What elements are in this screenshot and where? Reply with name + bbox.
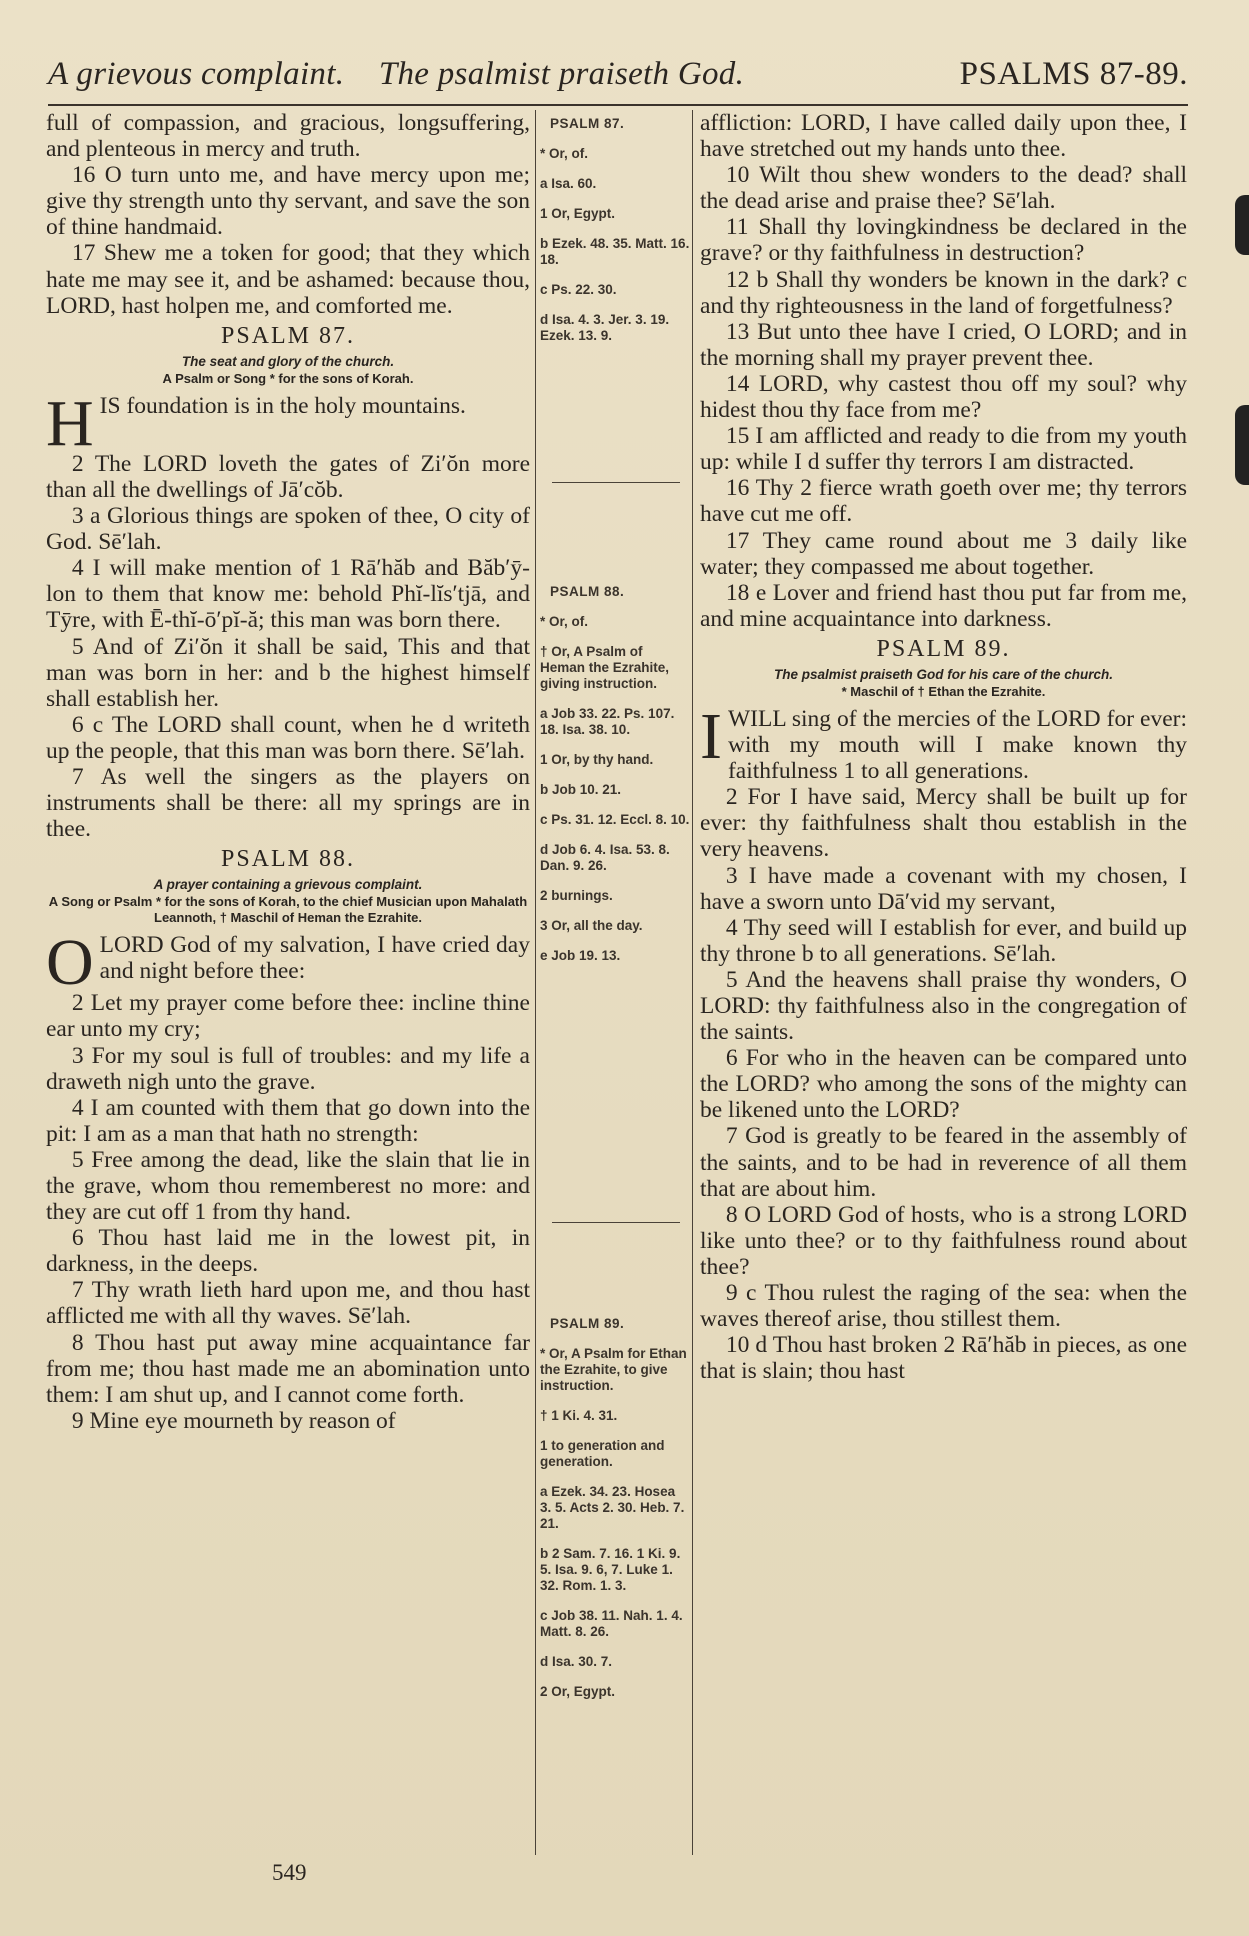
column-rule-left bbox=[535, 110, 536, 1855]
verse: 5 And the heavens shall praise thy wonders, O LORD: thy faithfulness also in the congregation of the saints. bbox=[700, 966, 1187, 1046]
margin-note: a Job 33. 22. Ps. 107. 18. Isa. 38. 10. bbox=[540, 706, 675, 737]
thumb-index-tab bbox=[1235, 195, 1249, 255]
margin-note: 3 Or, all the day. bbox=[540, 918, 643, 933]
verse: IS foundation is in the holy mountains. bbox=[99, 392, 466, 419]
psalm-88-subtitle: A prayer containing a grievous complaint. bbox=[153, 877, 423, 893]
margin-note: d Isa. 30. 7. bbox=[540, 1654, 613, 1669]
verse: 11 Shall thy lovingkindness be declared in the grave? or thy faithfulness in destruction? bbox=[700, 214, 1187, 267]
header-book-chapters: PSALMS 87-89. bbox=[959, 56, 1188, 92]
psalm-87-opening bbox=[46, 386, 530, 460]
verse: 3 For my soul is full of troubles: and my life a draweth nigh unto the grave. bbox=[46, 1042, 530, 1095]
verse: 7 God is greatly to be feared in the assembly of the saints, and to be had in reverence of all them that are about him. bbox=[700, 1123, 1187, 1202]
margin-note: d Isa. 4. 3. Jer. 3. 19. Ezek. 13. 9. bbox=[540, 312, 670, 343]
verse: 18 e Lover and friend hast thou put far from me, and mine acquaintance into darkness. bbox=[700, 579, 1187, 632]
verse: 16 O turn unto me, and have mercy upon me; give thy strength unto thy servant, and save the son of thine handmaid. bbox=[46, 162, 530, 241]
margin-note: d Job 6. 4. Isa. 53. 8. Dan. 9. 26. bbox=[540, 842, 670, 873]
verse: LORD God of my salvation, I have cried day and night before thee: bbox=[99, 932, 530, 985]
verse: 14 LORD, why castest thou off my soul? why hidest thou thy face from me? bbox=[700, 370, 1187, 424]
margin-note: b Job 10. 21. bbox=[540, 782, 622, 797]
right-text-column bbox=[700, 110, 1187, 1384]
margin-note: * Or, of. bbox=[540, 614, 589, 629]
psalm-89-subtitle: The psalmist praiseth God for his care of the church. bbox=[773, 666, 1114, 682]
margin-note: 2 Or, Egypt. bbox=[540, 1684, 616, 1699]
verse: 9 c Thou rulest the raging of the sea: when the waves thereof arise, thou stillest them. bbox=[700, 1280, 1187, 1333]
margin-psalm-88-head: PSALM 88. bbox=[550, 584, 625, 599]
psalm-87-inscription: A Psalm or Song * for the sons of Korah. bbox=[162, 370, 414, 386]
margin-note: 1 Or, by thy hand. bbox=[540, 752, 654, 767]
header-topic-2: The psalmist praiseth God. bbox=[378, 56, 745, 92]
verse: WILL sing of the mercies of the LORD for ever: with my mouth will I make known thy faithfulness 1 to all generations. bbox=[727, 705, 1187, 785]
margin-note: a Isa. 60. bbox=[540, 176, 597, 191]
verse: 5 And of Zi′ŏn it shall be said, This and that man was born in her: and b the highest himself shall establish her. bbox=[46, 633, 530, 712]
verse: 10 Wilt thou shew wonders to the dead? shall the dead arise and praise thee? Sē′lah. bbox=[700, 162, 1187, 215]
verse: 7 As well the singers as the players on instruments shall be there: all my springs are in thee. bbox=[46, 763, 530, 843]
margin-divider bbox=[552, 482, 680, 483]
verse: 9 Mine eye mourneth by reason of bbox=[71, 1407, 396, 1434]
verse: 6 c The LORD shall count, when he d writeth up the people, that this man was born there. Sē′lah. bbox=[46, 711, 530, 764]
verse: 6 Thou hast laid me in the lowest pit, in darkness, in the deeps. bbox=[46, 1225, 530, 1278]
drop-cap: H bbox=[46, 386, 94, 460]
verse: 4 I will make mention of 1 Rā′hăb and Băb′ȳ-lon to them that know me: behold Phĭ-lĭs′tjā, and Tȳre, with Ē-thĭ-ō′pĭ-ă; this man was born there. bbox=[46, 555, 530, 634]
margin-note: 1 Or, Egypt. bbox=[540, 206, 616, 221]
psalm-87-title: PSALM 87. bbox=[220, 322, 356, 349]
margin-note: c Ps. 31. 12. Eccl. 8. 10. bbox=[540, 812, 690, 827]
psalm-89-title: PSALM 89. bbox=[876, 635, 1011, 662]
header-topic-1: A grievous complaint. bbox=[48, 56, 345, 92]
verse: 2 For I have said, Mercy shall be built up for ever: thy faithfulness shalt thou establish in the very heavens. bbox=[700, 784, 1187, 863]
psalm-88-inscription: A Song or Psalm * for the sons of Korah, to the chief Musician upon Mahalath Leannoth, † Maschil of Heman the Ezrahite. bbox=[48, 894, 528, 926]
margin-note: † Or, A Psalm of Heman the Ezrahite, giving instruction. bbox=[540, 644, 670, 691]
verse: 13 But unto thee have I cried, O LORD; and in the morning shall my prayer prevent thee. bbox=[700, 318, 1187, 371]
verse: 17 Shew me a token for good; that they which hate me may see it, and be ashamed: because thou, LORD, hast holpen me, and comforted me. bbox=[46, 240, 530, 319]
verse: 15 I am afflicted and ready to die from my youth up: while I d suffer thy terrors I am distracted. bbox=[700, 423, 1187, 476]
margin-note: a Ezek. 34. 23. Hosea 3. 5. Acts 2. 30. Heb. 7. 21. bbox=[540, 1484, 685, 1531]
verse: 12 b Shall thy wonders be known in the dark? c and thy righteousness in the land of forgetfulness? bbox=[700, 266, 1187, 319]
verse: 8 O LORD God of hosts, who is a strong LORD like unto thee? or to thy faithfulness round about thee? bbox=[700, 1201, 1187, 1280]
margin-psalm-87-head: PSALM 87. bbox=[550, 116, 625, 131]
margin-note: 2 burnings. bbox=[540, 888, 613, 903]
verse: 17 They came round about me 3 daily like water; they compassed me about together. bbox=[700, 527, 1187, 580]
margin-note: † 1 Ki. 4. 31. bbox=[540, 1408, 618, 1423]
margin-references bbox=[540, 110, 690, 358]
margin-note: c Job 38. 11. Nah. 1. 4. Matt. 8. 26. bbox=[540, 1608, 683, 1639]
verse: 3 I have made a covenant with my chosen, I have a sworn unto Dā′vid my servant, bbox=[700, 862, 1187, 915]
verse: 10 d Thou hast broken 2 Rā′hăb in pieces, as one that is slain; thou hast bbox=[700, 1332, 1187, 1385]
psalm-89-inscription: * Maschil of † Ethan the Ezrahite. bbox=[841, 683, 1046, 699]
verse: 5 Free among the dead, like the slain that lie in the grave, whom thou rememberest no more: and they are cut off 1 from thy hand. bbox=[46, 1146, 530, 1226]
verse: 4 I am counted with them that go down into the pit: I am as a man that hath no strength: bbox=[46, 1094, 530, 1147]
running-header bbox=[48, 52, 1188, 106]
verse: 2 Let my prayer come before thee: incline thine ear unto my cry; bbox=[46, 990, 530, 1043]
margin-references-89 bbox=[540, 1310, 690, 1714]
psalm-88-opening bbox=[46, 926, 530, 1000]
margin-divider bbox=[552, 1222, 680, 1223]
verse: 4 Thy seed will I establish for ever, and build up thy throne b to all generations. Sē′lah. bbox=[700, 914, 1187, 967]
verse: 7 Thy wrath lieth hard upon me, and thou hast afflicted me with all thy waves. Sē′lah. bbox=[46, 1277, 530, 1330]
margin-note: e Job 19. 13. bbox=[540, 948, 621, 963]
margin-references-88 bbox=[540, 578, 690, 978]
verse: 6 For who in the heaven can be compared unto the LORD? who among the sons of the mighty can be likened unto the LORD? bbox=[700, 1045, 1187, 1124]
column-rule-right bbox=[692, 110, 693, 1855]
drop-cap: O bbox=[46, 926, 94, 1000]
verse: 8 Thou hast put away mine acquaintance far from me; thou hast made me an abomination unto them: I am shut up, and I cannot come forth. bbox=[46, 1329, 530, 1408]
verse: affliction: LORD, I have called daily upon thee, I have stretched out my hands unto thee. bbox=[700, 110, 1187, 163]
margin-note: b Ezek. 48. 35. Matt. 16. 18. bbox=[540, 236, 690, 267]
left-text-column bbox=[46, 110, 530, 1434]
thumb-index-tab bbox=[1235, 405, 1249, 485]
verse: 16 Thy 2 fierce wrath goeth over me; thy terrors have cut me off. bbox=[700, 475, 1187, 528]
verse: 2 The LORD loveth the gates of Zi′ŏn more than all the dwellings of Jā′cŏb. bbox=[46, 450, 530, 503]
margin-note: 1 to generation and generation. bbox=[540, 1438, 665, 1469]
psalm-87-subtitle: The seat and glory of the church. bbox=[181, 353, 395, 369]
psalm-89-opening bbox=[700, 699, 1187, 785]
drop-cap: I bbox=[700, 699, 722, 773]
header-topics bbox=[48, 56, 770, 93]
margin-note: c Ps. 22. 30. bbox=[540, 282, 617, 297]
psalm-88-title: PSALM 88. bbox=[220, 846, 356, 873]
margin-note: * Or, A Psalm for Ethan the Ezrahite, to give instruction. bbox=[540, 1346, 687, 1393]
margin-note: * Or, of. bbox=[540, 146, 589, 161]
margin-psalm-89-head: PSALM 89. bbox=[550, 1316, 625, 1331]
margin-note: b 2 Sam. 7. 16. 1 Ki. 9. 5. Isa. 9. 6, 7. Luke 1. 32. Rom. 1. 3. bbox=[540, 1546, 681, 1593]
page-number: 549 bbox=[272, 1860, 307, 1885]
verse: 3 a Glorious things are spoken of thee, O city of God. Sē′lah. bbox=[46, 503, 530, 556]
verse: full of compassion, and gracious, longsuffering, and plenteous in mercy and truth. bbox=[46, 110, 530, 163]
